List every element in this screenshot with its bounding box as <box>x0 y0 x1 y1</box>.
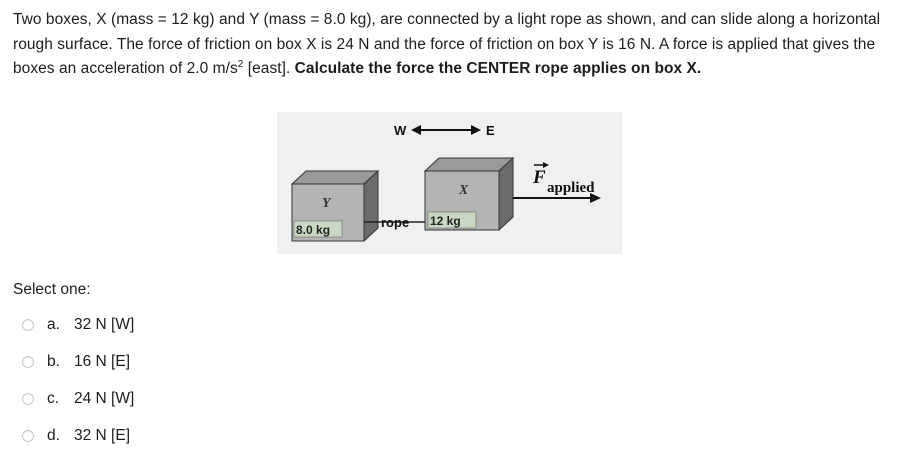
exponent: 2 <box>237 59 244 70</box>
option-a[interactable] <box>22 314 134 336</box>
question-text <box>13 8 888 82</box>
question-direction: [east]. <box>243 60 295 77</box>
option-b[interactable] <box>22 351 130 373</box>
direction-east: E <box>486 123 495 138</box>
radio-b[interactable] <box>22 356 34 368</box>
force-subscript: applied <box>547 180 595 196</box>
rope-label: rope <box>381 215 410 230</box>
box-x-mass: 12 kg <box>430 214 461 228</box>
force-symbol: F <box>533 167 546 188</box>
box-y-letter: Y <box>322 196 331 211</box>
option-c-text: 24 N [W] <box>74 390 135 407</box>
option-a-text: 32 N [W] <box>74 316 135 333</box>
box-x <box>425 158 513 230</box>
select-one-label: Select one: <box>13 281 91 298</box>
box-y-mass: 8.0 kg <box>296 223 331 237</box>
option-d-text: 32 N [E] <box>74 427 130 444</box>
option-d-letter: d. <box>47 427 60 444</box>
option-a-letter: a. <box>47 316 60 333</box>
radio-a[interactable] <box>22 319 34 331</box>
option-c[interactable] <box>22 388 134 410</box>
option-d[interactable] <box>22 425 130 447</box>
option-b-letter: b. <box>47 353 60 370</box>
radio-c[interactable] <box>22 393 34 405</box>
boxes-diagram <box>277 112 622 254</box>
question-prompt: Calculate the force the CENTER rope applies on box X. <box>294 60 702 77</box>
box-x-letter: X <box>459 183 469 198</box>
box-y <box>292 171 378 241</box>
question-body: Two boxes, X (mass = 12 kg) and Y (mass = 8.0 kg), are connected by a light rope as shown, and can slide along a horizontal rough surface. The force of friction on box X is 24 N and the force of friction on box Y is 16 N. A force is applied that gives the boxes an acceleration of 2.0 m/s <box>13 11 881 77</box>
option-c-letter: c. <box>47 390 60 407</box>
radio-d[interactable] <box>22 430 34 442</box>
direction-west: W <box>394 123 407 138</box>
option-b-text: 16 N [E] <box>74 353 130 370</box>
